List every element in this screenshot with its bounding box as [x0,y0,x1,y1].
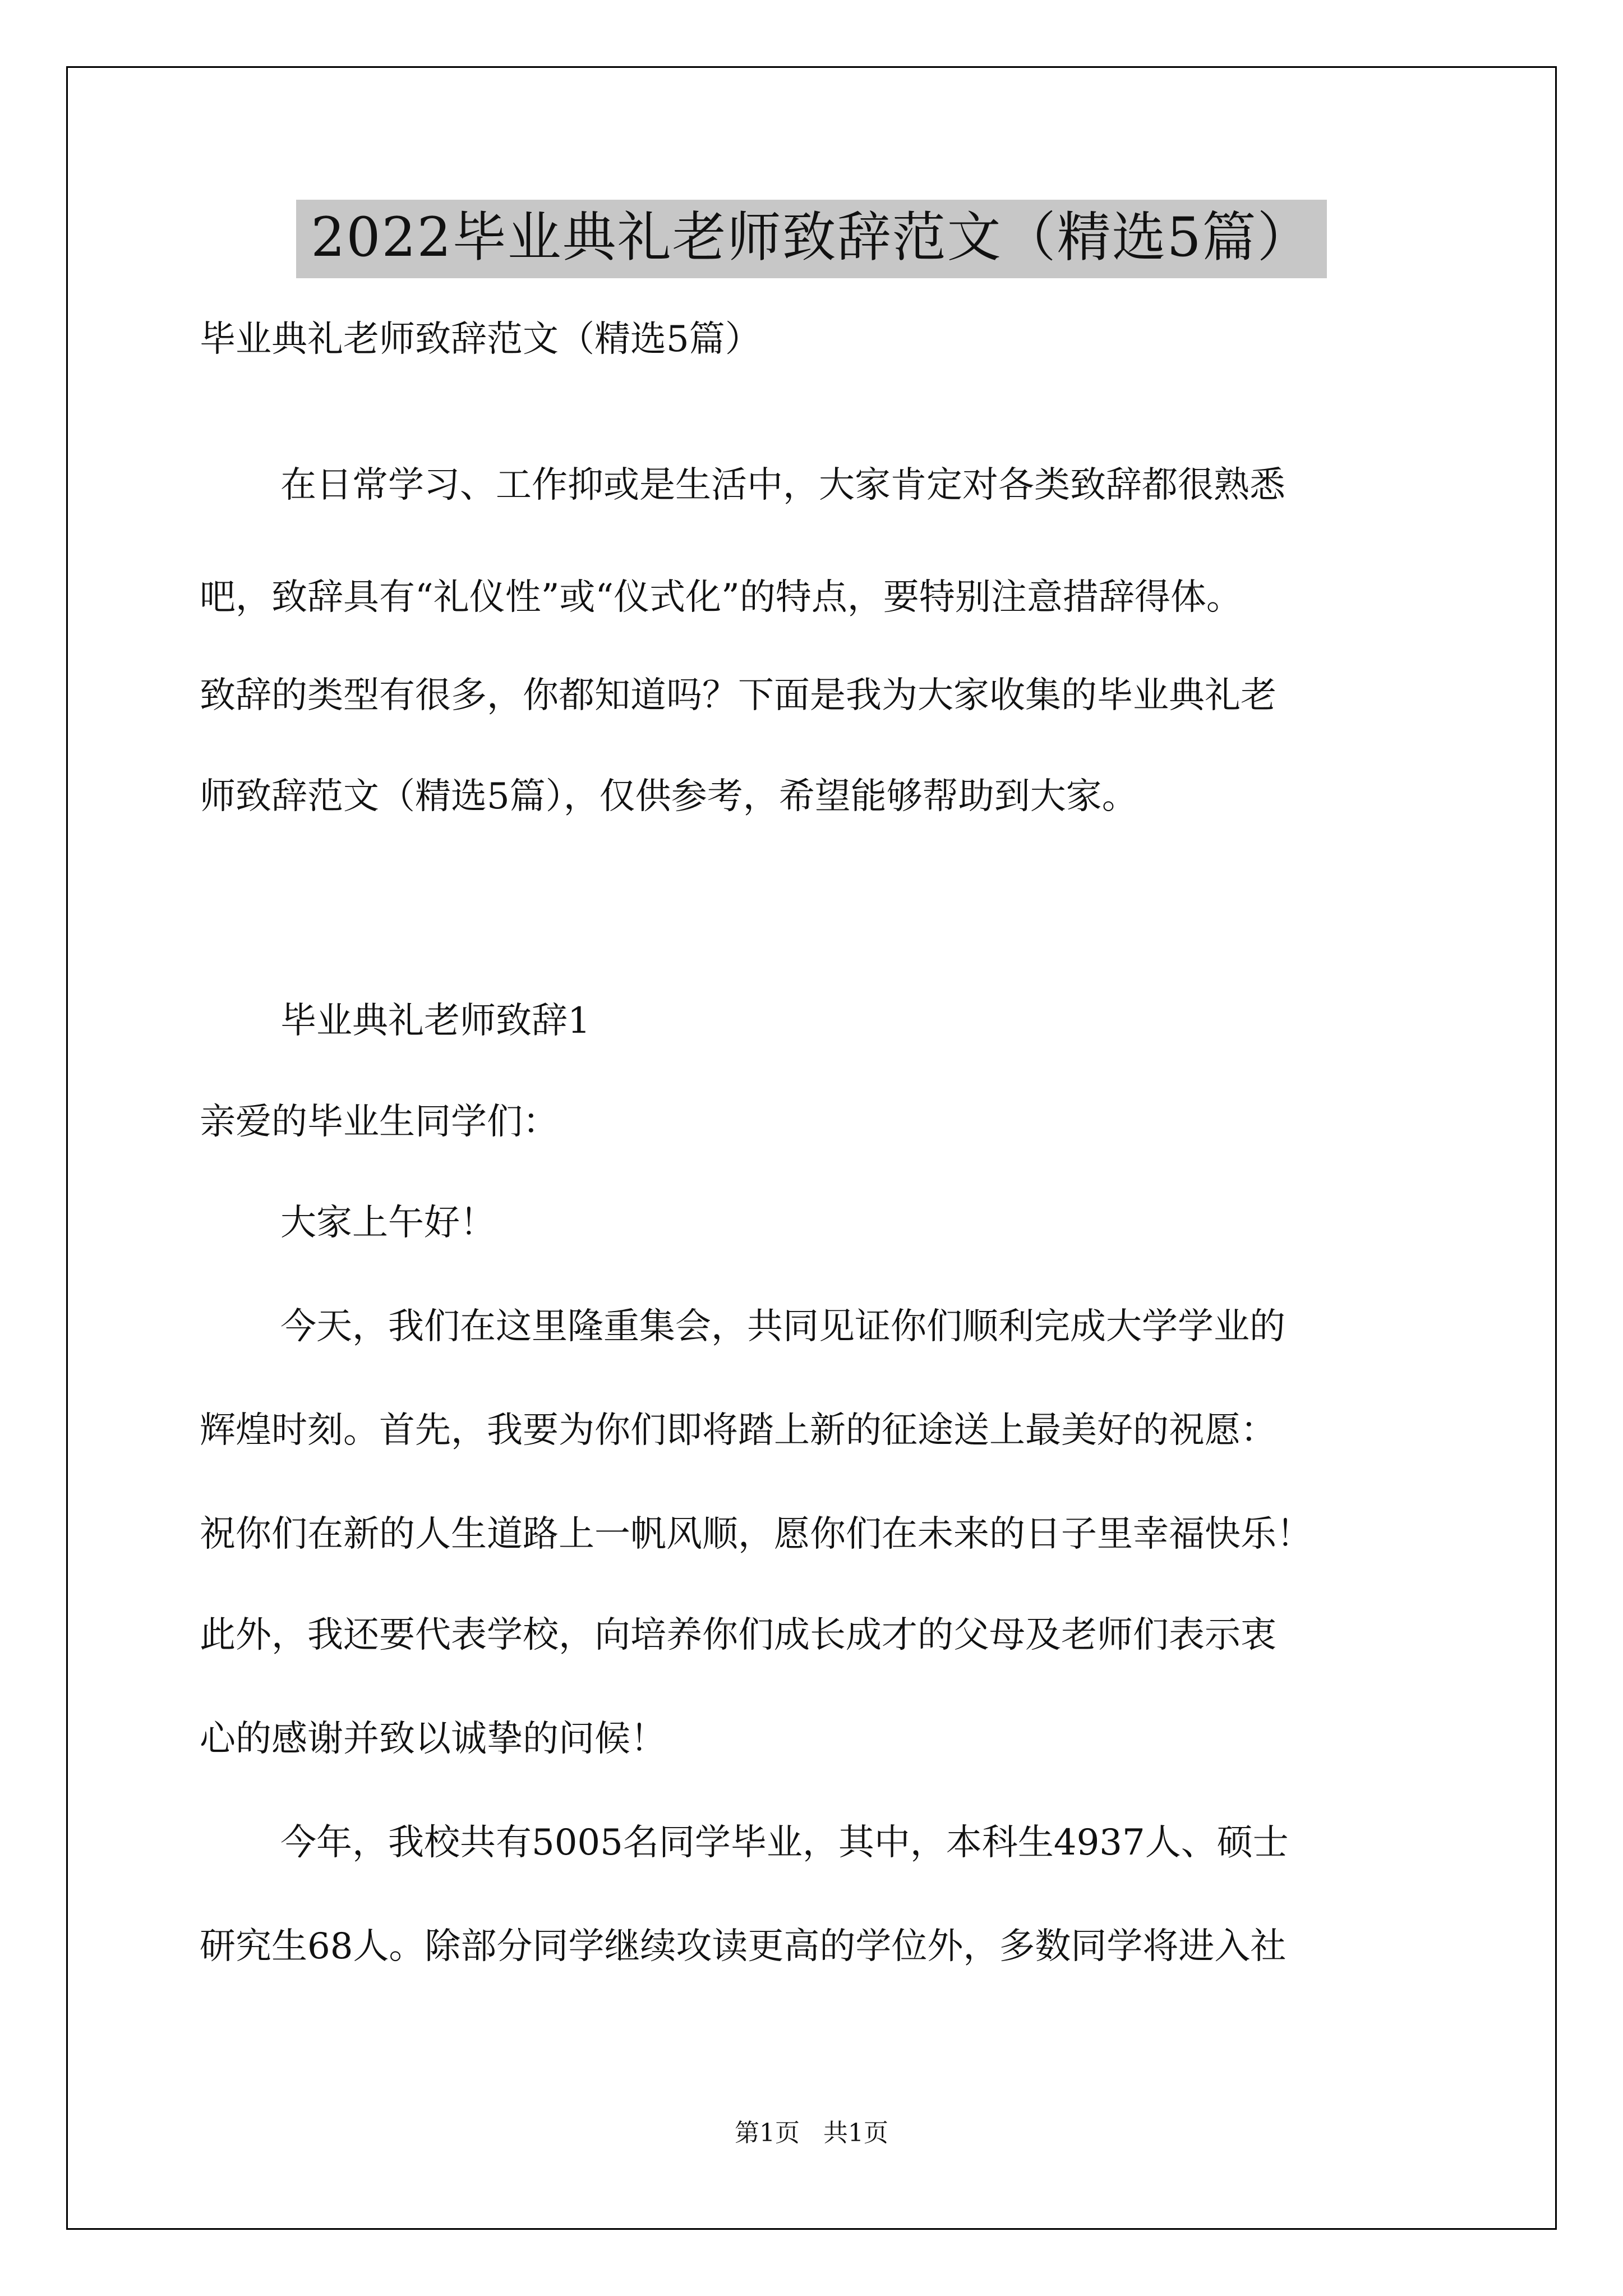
body-line: 心的感谢并致以诚挚的问候！ [200,1718,666,1760]
title-container [0,200,1623,278]
section-heading: 毕业典礼老师致辞1 [280,1000,591,1042]
salutation: 亲爱的毕业生同学们： [200,1101,559,1143]
greeting: 大家上午好！ [280,1202,496,1244]
body-line: 祝你们在新的人生道路上一帆风顺，愿你们在未来的日子里幸福快乐！ [200,1513,1312,1555]
body-line: 研究生68人。除部分同学继续攻读更高的学位外，多数同学将进入社 [200,1926,1287,1967]
document-title: 2022毕业典礼老师致辞范文（精选5篇） [296,200,1326,278]
body-line: 毕业典礼老师致辞范文（精选5篇） [200,319,761,360]
page-footer: 第1页 共1页 [735,2119,888,2147]
body-line: 吧，致辞具有“礼仪性”或“仪式化”的特点，要特别注意措辞得体。 [200,577,1242,618]
body-line: 致辞的类型有很多，你都知道吗？下面是我为大家收集的毕业典礼老 [200,675,1276,716]
body-line: 今天，我们在这里隆重集会，共同见证你们顺利完成大学学业的 [280,1306,1285,1347]
body-line: 此外，我还要代表学校，向培养你们成长成才的父母及老师们表示衷 [200,1614,1276,1656]
page-border [66,66,1557,2230]
body-line: 师致辞范文（精选5篇），仅供参考，希望能够帮助到大家。 [200,776,1138,817]
body-line: 辉煌时刻。首先，我要为你们即将踏上新的征途送上最美好的祝愿： [200,1410,1276,1451]
body-line: 在日常学习、工作抑或是生活中，大家肯定对各类致辞都很熟悉 [280,464,1285,506]
body-line: 今年，我校共有5005名同学毕业，其中，本科生4937人、硕士 [280,1822,1289,1864]
